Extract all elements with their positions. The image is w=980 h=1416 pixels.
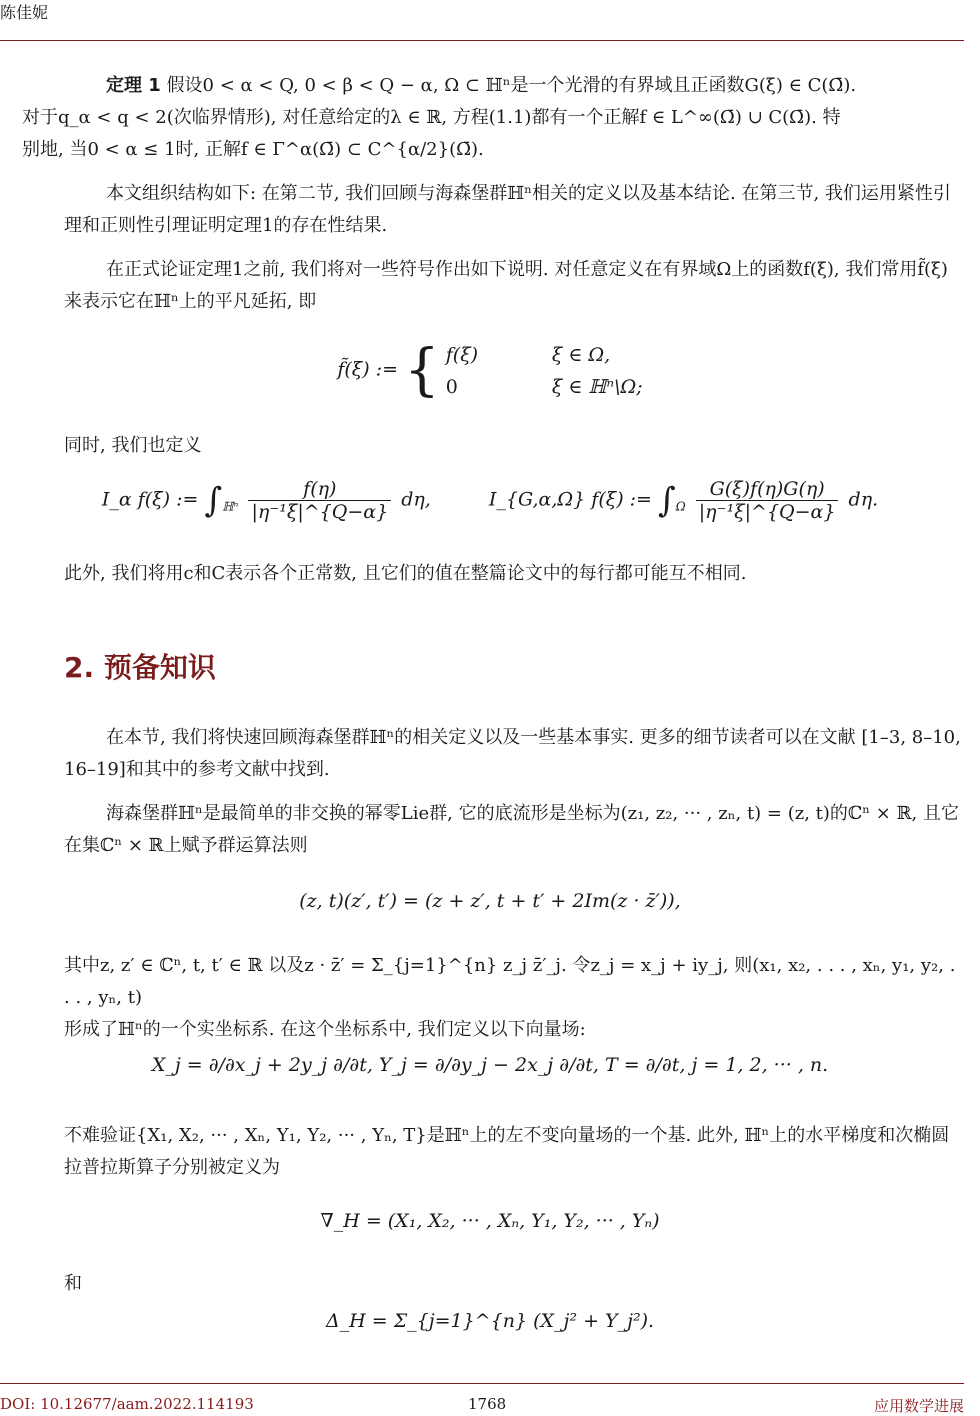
eq-op1-fraction xyxy=(248,478,391,523)
footer-doi: DOI: 10.12677/aam.2022.114193 xyxy=(0,1395,254,1413)
eq-op2-lhs: I_{G,α,Ω} f(ξ) := xyxy=(488,488,652,511)
eq-ext-case1-val: f(ξ) xyxy=(445,343,479,366)
theorem-line1: 假设0 < α < Q, 0 < β < Q − α, Ω ⊂ ℍⁿ是一个光滑的有界域且正函数G(ξ) ∈ C(Ω̄). xyxy=(166,75,857,96)
equation-gradient: ∇_H = (X₁, X₂, ··· , Xₙ, Y₁, Y₂, ··· , Yₙ) xyxy=(320,1210,660,1232)
paragraph-section-intro xyxy=(64,722,964,786)
eq-ext-cases xyxy=(446,339,643,403)
eq-op1-den: |η⁻¹ξ|^{Q−α} xyxy=(251,501,389,523)
header-rule xyxy=(0,40,964,41)
footer-page-number: 1768 xyxy=(468,1395,507,1413)
eq-ext-case1-cond: ξ ∈ Ω, xyxy=(551,343,611,366)
eq-op1-lhs: I_α f(ξ) := xyxy=(101,488,199,511)
paragraph-notation: 在正式论证定理1之前, 我们将对一些符号作出如下说明. 对任意定义在有界域Ω上的函数f(ξ), 我们常用f̃(ξ)来表示它在ℍⁿ上的平凡延拓, 即 xyxy=(64,259,948,312)
eq-ext-case2-val: 0 xyxy=(445,375,458,398)
theorem-line2: 对于q_α < q < 2(次临界情形), 对任意给定的λ ∈ ℝ, 方程(1.1)都有一个正解f ∈ L^∞(Ω̄) ∪ C(Ω̄). 特 xyxy=(22,107,841,128)
paragraph-heisenberg-def: 海森堡群ℍⁿ是最简单的非交换的幂零Lie群, 它的底流形是坐标为(z₁, z₂, ··· , zₙ, t) = (z, t)的ℂⁿ × ℝ, 且它在集ℂⁿ × ℝ上赋予群运算法则 xyxy=(64,803,959,856)
equation-vector-fields: X_j = ∂/∂x_j + 2y_j ∂/∂t, Y_j = ∂/∂y_j − 2x_j ∂/∂t, T = ∂/∂t, j = 1, 2, ··· , n. xyxy=(151,1054,829,1076)
eq-ext-case2-cond: ξ ∈ ℍⁿ\Ω; xyxy=(551,375,643,398)
eq-op1-domain: ℍⁿ xyxy=(222,499,239,514)
eq-op2-num: G(ξ)f(η)G(η) xyxy=(696,478,839,501)
eq-op2-integral: ∫ xyxy=(658,480,676,521)
coordinates-line1: 其中z, z′ ∈ ℂⁿ, t, t′ ∈ ℝ 以及z · z̄′ = Σ_{j=1}^{n} z_j z̄′_j. 令z_j = x_j + iy_j, 则(x₁, x₂, . . . , xₙ, y₁, y₂, . . . , yₙ, t) xyxy=(64,955,956,1008)
coordinates-line2: 形成了ℍⁿ的一个实坐标系. 在这个坐标系中, 我们定义以下向量场: xyxy=(64,1019,586,1040)
eq-op2-fraction xyxy=(696,478,839,523)
paragraph-and: 和 xyxy=(64,1273,82,1294)
equation-extension xyxy=(0,338,980,403)
eq-op1-num: f(η) xyxy=(248,478,391,501)
paragraph-structure: 本文组织结构如下: 在第二节, 我们回顾与海森堡群ℍⁿ相关的定义以及基本结论. 在第三节, 我们运用紧性引理和正则性引理证明定理1的存在性结果. xyxy=(64,183,951,236)
section-intro-text: 在本节, 我们将快速回顾海森堡群ℍⁿ的相关定义以及一些基本事实. 更多的细节读者可以在文献 [1–3, 8–10, 16–19]和其中的参考文献中找到. xyxy=(64,727,961,780)
eq-op2-domain: Ω xyxy=(675,499,686,514)
equation-operators xyxy=(0,478,980,523)
eq-ext-lhs: f̃(ξ) := xyxy=(337,358,399,381)
eq-ext-brace: { xyxy=(404,338,440,403)
footer-rule xyxy=(0,1383,964,1384)
theorem-line3: 别地, 当0 < α ≤ 1时, 正解f ∈ Γ^α(Ω̄) ⊂ C^{α/2}(Ω̄). xyxy=(22,139,484,160)
paragraph-coordinates xyxy=(64,950,964,1046)
paragraph-also-define: 同时, 我们也定义 xyxy=(64,435,202,456)
eq-op1-tail: dη, xyxy=(401,488,431,511)
section-title: 2. 预备知识 xyxy=(64,651,216,684)
paragraph-basis: 不难验证{X₁, X₂, ··· , Xₙ, Y₁, Y₂, ··· , Yₙ, T}是ℍⁿ上的左不变向量场的一个基. 此外, ℍⁿ上的水平梯度和次椭圆拉普拉斯算子分别被定义为 xyxy=(64,1125,950,1178)
equation-group-law: (z, t)(z′, t′) = (z + z′, t + t′ + 2Im(z · z̄′)), xyxy=(299,890,681,912)
eq-op2-den: |η⁻¹ξ|^{Q−α} xyxy=(698,501,836,523)
eq-op1-integral: ∫ xyxy=(204,480,223,521)
paragraph-constants: 此外, 我们将用c和C表示各个正常数, 且它们的值在整篇论文中的每行都可能互不相同. xyxy=(64,563,747,584)
theorem-block xyxy=(22,70,964,166)
eq-op2-tail: dη. xyxy=(848,488,879,511)
footer-journal: 应用数学进展 xyxy=(873,1397,964,1415)
theorem-title: 定理 1 xyxy=(106,75,161,96)
header-author: 陈佳妮 xyxy=(0,3,49,22)
equation-laplacian: Δ_H = Σ_{j=1}^{n} (X_j² + Y_j²). xyxy=(325,1310,655,1332)
